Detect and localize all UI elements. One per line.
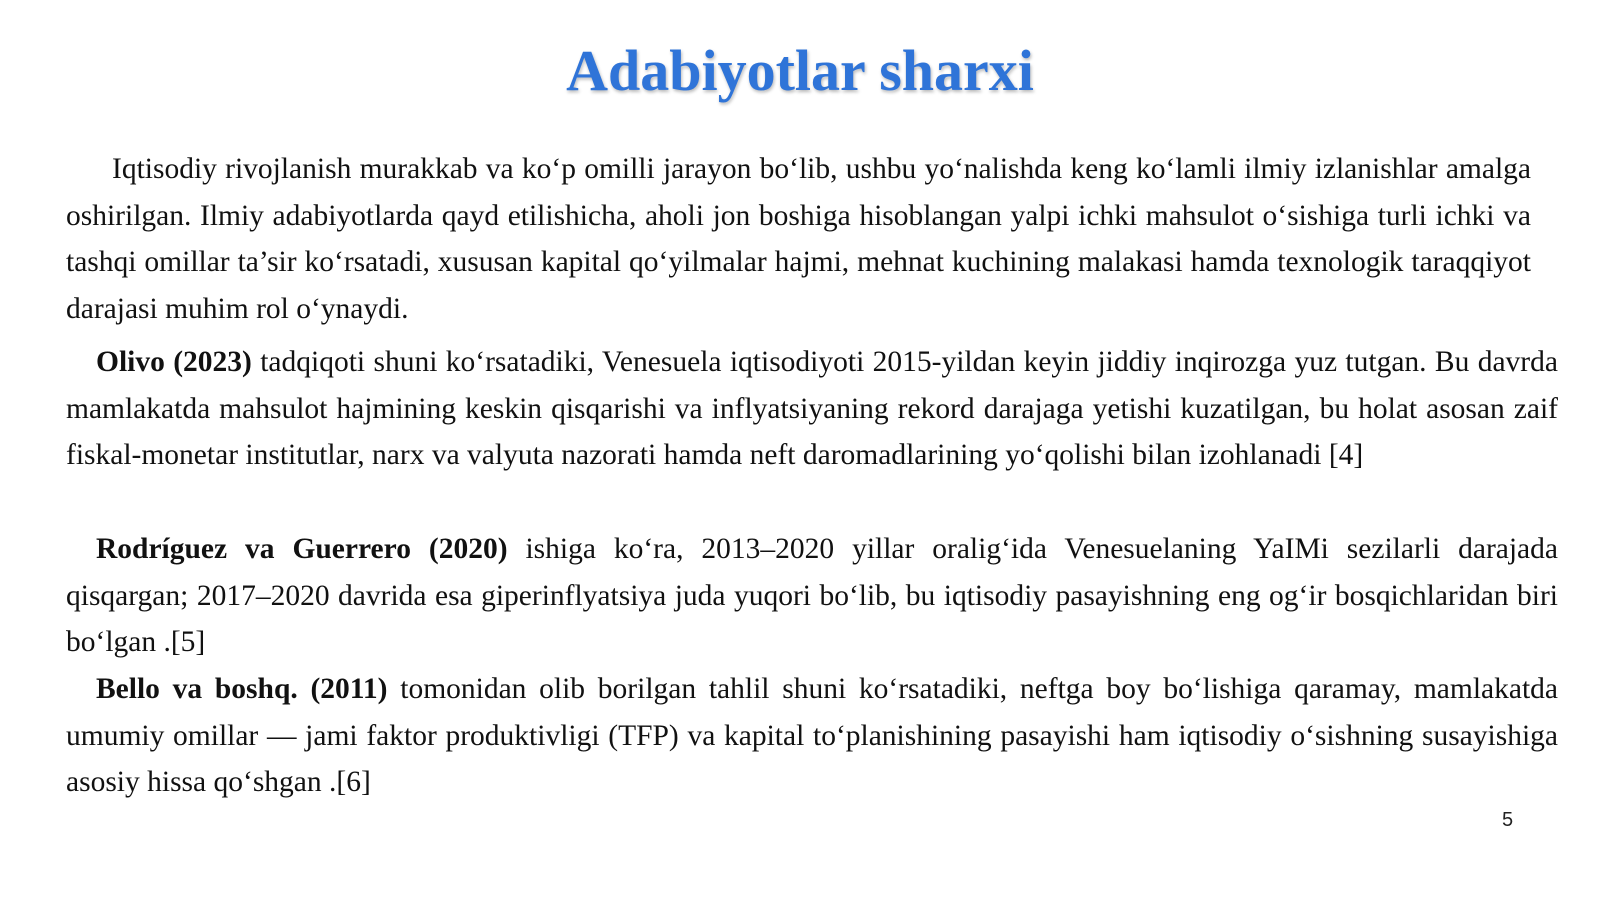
paragraph-bello-text: tomonidan olib borilgan tahlil shuni ko‘rsatadiki, neftga boy bo‘lishiga qaramay, mamlakatda umumiy omillar — jami faktor produktivligi (TFP) va kapital to‘planishining pasayishi ham iqtisodiy o‘sishning susayishiga asosiy hissa qo‘shgan .[6] [66,673,1559,798]
citation-olivo: Olivo (2023) [96,346,252,378]
paragraph-olivo [66,339,1558,479]
paragraph-rodriguez-text: ishiga ko‘ra, 2013–2020 yillar oralig‘ida Venesuelaning YaIMi sezilarli darajada qisqargan; 2017–2020 davrida esa giperinflyatsiya juda yuqori bo‘lib, bu iqtisodiy pasayishning eng og‘ir bosqichlaridan biri bo‘lgan .[5] [66,533,1558,658]
citation-rodriguez: Rodríguez va Guerrero (2020) [96,533,508,565]
paragraph-olivo-text: tadqiqoti shuni ko‘rsatadiki, Venesuela iqtisodiyoti 2015-yildan keyin jiddiy inqirozga yuz tutgan. Bu davrda mamlakatda mahsulot hajmining keskin qisqarishi va inflyatsiyaning rekord darajaga yetishi kuzatilgan, bu holat asosan zaif fiskal-monetar institutlar, narx va valyuta nazorati hamda neft daromadlarining yo‘qolishi bilan izohlanadi [4] [66,346,1558,471]
paragraph-bello [66,666,1558,806]
paragraph-intro [66,146,1531,332]
citation-bello: Bello va boshq. (2011) [96,673,388,705]
paragraph-rodriguez [66,526,1558,666]
slide-title: Adabiyotlar sharxi [566,38,1034,103]
page-number: 5 [1502,809,1514,831]
paragraph-intro-text: Iqtisodiy rivojlanish murakkab va ko‘p omilli jarayon bo‘lib, ushbu yo‘nalishda keng ko‘lamli ilmiy izlanishlar amalga oshirilgan. Ilmiy adabiyotlarda qayd etilishicha, aholi jon boshiga hisoblangan yalpi ichki mahsulot o‘sishiga turli ichki va tashqi omillar ta’sir ko‘rsatadi, xususan kapital qo‘yilmalar hajmi, mehnat kuchining malakasi hamda texnologik taraqqiyot darajasi muhim rol o‘ynaydi. [66,153,1531,325]
